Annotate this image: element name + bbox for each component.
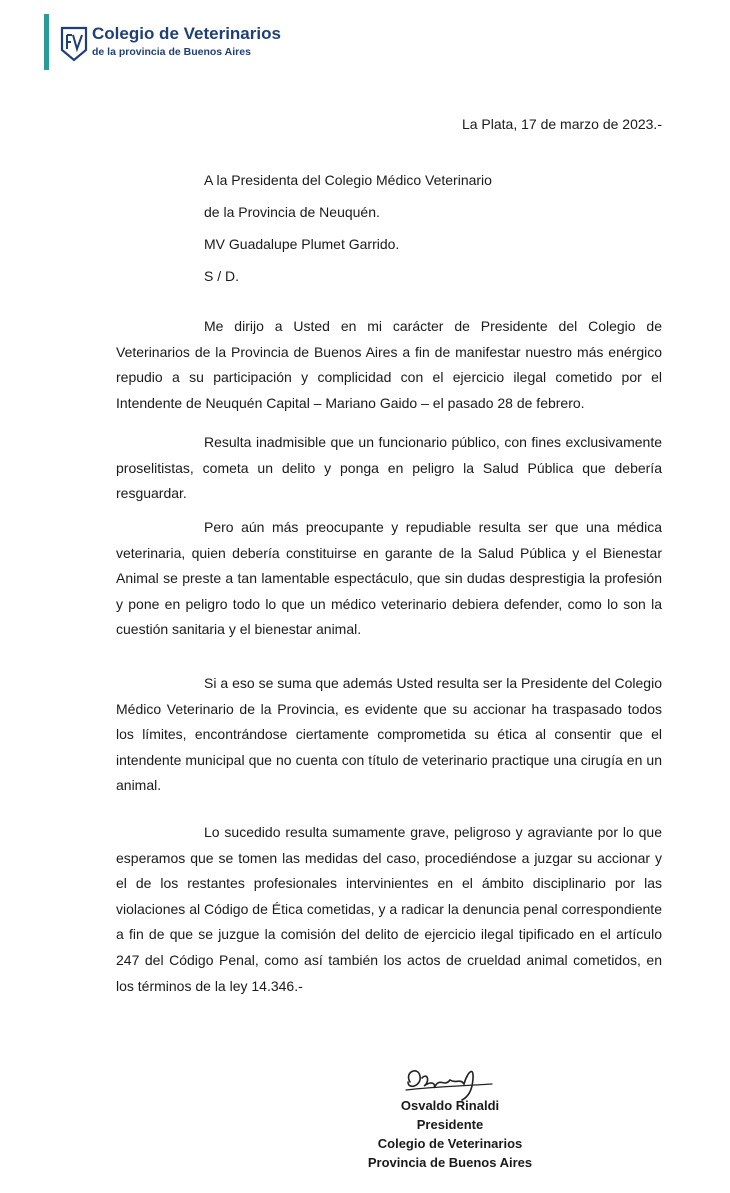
letter-date: La Plata, 17 de marzo de 2023.-: [461, 116, 662, 132]
recipient-line: MV Guadalupe Plumet Garrido.: [204, 236, 400, 252]
org-name: Colegio de Veterinarios: [92, 24, 281, 43]
header-accent-bar: [44, 14, 49, 70]
signatory-title: Presidente: [416, 1117, 484, 1132]
body-paragraph: Lo sucedido resulta sumamente grave, peligroso y agraviante por lo que esperamos que se tomen las medidas del caso, procediéndose a juzgar su accionar y el de los restantes profesionales intervinientes en el ámbito disciplinario por las violaciones al Código de Ética cometidas, y a radicar la denuncia penal correspondiente a fin de que se juzgue la comisión del delito de ejercicio ilegal tipificado en el artículo 247 del Código Penal, como así también los actos de crueldad animal cometidos, en los términos de la ley 14.346.-: [116, 824, 662, 994]
signature-block: [300, 1096, 600, 1172]
signatory-name: Osvaldo Rinaldi: [400, 1098, 500, 1113]
cv-monogram-icon: [60, 26, 88, 62]
org-subtitle: de la provincia de Buenos Aires: [92, 46, 251, 58]
body-paragraph: Si a eso se suma que además Usted resulta ser la Presidente del Colegio Médico Veterinario de la Provincia, es evidente que su accionar ha traspasado todos los límites, encontrándose ciertamente comprometida su ética al consentir que el intendente municipal que no cuenta con título de veterinario practique una cirugía en un animal.: [116, 675, 662, 794]
signatory-province: Provincia de Buenos Aires: [367, 1155, 533, 1170]
recipient-line: S / D.: [204, 268, 240, 284]
recipient-block: [204, 170, 492, 298]
body-paragraph: Pero aún más preocupante y repudiable resulta ser que una médica veterinaria, quien debería constituirse en garante de la Salud Pública y el Bienestar Animal se preste a tan lamentable espectáculo, que sin dudas desprestigia la profesión y pone en peligro todo lo que un médico veterinario debiera defender, como lo son la cuestión sanitaria y el bienestar animal.: [116, 519, 662, 638]
recipient-line: de la Provincia de Neuquén.: [204, 204, 380, 220]
body-paragraph: Me dirijo a Usted en mi carácter de Presidente del Colegio de Veterinarios de la Provincia de Buenos Aires a fin de manifestar nuestro más enérgico repudio a su participación y complicidad con el ejercicio ilegal cometido por el Intendente de Neuquén Capital – Mariano Gaido – el pasado 28 de febrero.: [116, 318, 662, 411]
body-paragraph: Resulta inadmisible que un funcionario público, con fines exclusivamente proselitistas, cometa un delito y ponga en peligro la Salud Pública que debería resguardar.: [116, 434, 662, 502]
recipient-line: A la Presidenta del Colegio Médico Veterinario: [204, 172, 492, 188]
signatory-org: Colegio de Veterinarios: [377, 1136, 523, 1151]
